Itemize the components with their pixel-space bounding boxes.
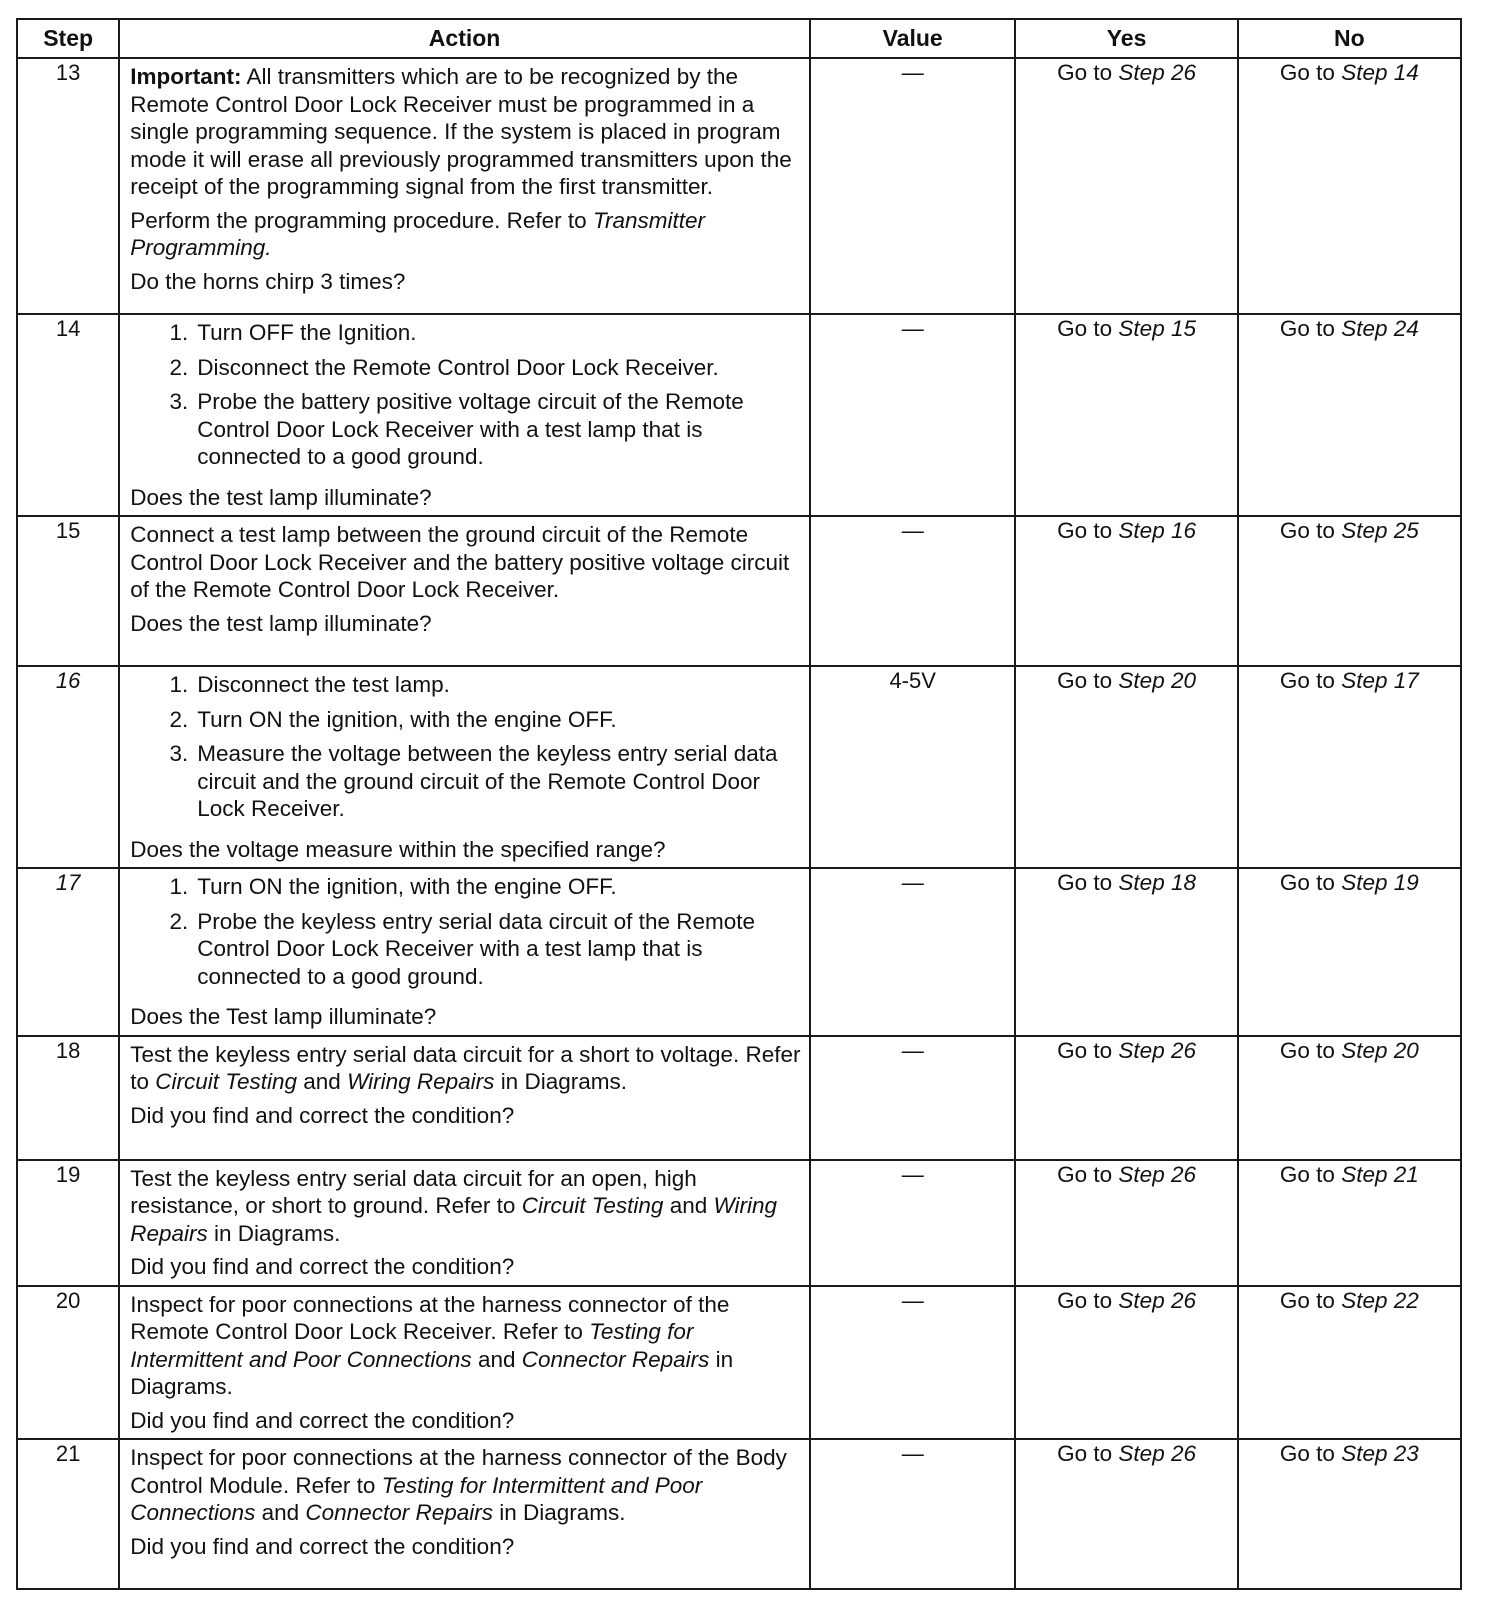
step-number: 14 <box>17 314 119 516</box>
question: Does the test lamp illuminate? <box>130 610 432 636</box>
list-text: Probe the battery positive voltage circuit of the Remote Control Door Lock Receiver with a test lamp that is connected to a good ground. <box>197 389 744 469</box>
header-value: Value <box>810 19 1016 58</box>
no-step-link[interactable]: Step 21 <box>1341 1161 1419 1187</box>
question: Did you find and correct the condition? <box>130 1407 515 1433</box>
list-number: 3. <box>169 741 189 766</box>
list-text: Turn ON the ignition, with the engine OFF. <box>197 706 617 732</box>
diagnostic-page <box>16 18 1462 1590</box>
action-cell <box>119 1036 810 1160</box>
yes-step-link[interactable]: Step 26 <box>1118 1441 1196 1466</box>
important-note <box>130 63 801 201</box>
procedure-text <box>130 1165 801 1248</box>
question: Did you find and correct the condition? <box>130 1102 515 1128</box>
no-cell <box>1238 516 1461 666</box>
go-to-label: Go to <box>1057 316 1113 341</box>
no-cell <box>1238 1160 1461 1286</box>
action-cell <box>119 1286 810 1440</box>
go-to-label: Go to <box>1279 870 1335 895</box>
yes-cell <box>1015 1439 1237 1589</box>
list-item <box>130 706 801 734</box>
list-text: Turn ON the ignition, with the engine OFF. <box>197 874 617 899</box>
list-item <box>130 354 801 382</box>
yes-cell <box>1015 516 1237 666</box>
yes-cell <box>1015 314 1237 516</box>
action-cell <box>119 314 810 516</box>
value-cell: — <box>810 58 1016 314</box>
action-cell <box>119 666 810 868</box>
step-number: 15 <box>17 516 119 666</box>
procedure-text-part: Test the keyless entry serial data circuit for a short to voltage. Refer to <box>130 1041 801 1094</box>
list-number: 1. <box>169 874 189 899</box>
step-number: 18 <box>17 1036 119 1160</box>
header-no: No <box>1238 19 1461 58</box>
procedure-text-part: Inspect for poor connections at the harness connector of the Remote Control Door Lock Receiver. Refer to <box>130 1291 730 1344</box>
step-number: 20 <box>17 1286 119 1440</box>
procedure-list <box>130 671 801 830</box>
step-number: 13 <box>17 58 119 314</box>
table-row <box>17 1160 1461 1286</box>
table-row <box>17 1036 1461 1160</box>
question: Do the horns chirp 3 times? <box>130 268 406 294</box>
go-to-label: Go to <box>1279 60 1335 85</box>
value-cell: — <box>810 1286 1016 1440</box>
no-step-link[interactable]: Step 17 <box>1341 668 1419 693</box>
yes-cell <box>1015 1160 1237 1286</box>
list-number: 3. <box>169 389 189 414</box>
procedure-text-part: Test the keyless entry serial data circuit for an open, high resistance, or short to ground. Refer to <box>130 1165 697 1218</box>
no-cell <box>1238 1286 1461 1440</box>
question: Did you find and correct the condition? <box>130 1533 515 1559</box>
go-to-label: Go to <box>1279 668 1335 693</box>
go-to-label: Go to <box>1057 518 1113 543</box>
no-cell <box>1238 314 1461 516</box>
table-row <box>17 314 1461 516</box>
no-step-link[interactable]: Step 24 <box>1341 316 1419 341</box>
table-row <box>17 1439 1461 1589</box>
important-text: All transmitters which are to be recognized by the Remote Control Door Lock Receiver must be programmed in a single programming sequence. If the system is placed in program mode it will erase all previously programmed transmitters upon the receipt of the programming signal from the first transmitter. <box>130 64 792 199</box>
question: Does the test lamp illuminate? <box>130 484 432 510</box>
go-to-label: Go to <box>1279 1287 1335 1313</box>
go-to-label: Go to <box>1057 870 1113 895</box>
list-number: 1. <box>169 672 189 697</box>
no-cell <box>1238 58 1461 314</box>
yes-step-link[interactable]: Step 26 <box>1118 60 1196 85</box>
yes-step-link[interactable]: Step 20 <box>1118 668 1196 693</box>
action-cell <box>119 868 810 1036</box>
yes-cell <box>1015 868 1237 1036</box>
procedure-text <box>130 1291 801 1401</box>
header-step: Step <box>17 19 119 58</box>
reference-link[interactable]: Testing for Intermittent and Poor Connections <box>130 1472 703 1525</box>
important-label: Important: <box>130 64 242 89</box>
list-item <box>130 388 801 471</box>
value-cell: — <box>810 1439 1016 1589</box>
go-to-label: Go to <box>1279 1037 1335 1063</box>
go-to-label: Go to <box>1057 1037 1113 1063</box>
reference-link[interactable]: Circuit Testing <box>155 1069 297 1094</box>
reference-link[interactable]: Wiring Repairs <box>347 1069 495 1094</box>
yes-cell <box>1015 58 1237 314</box>
action-cell <box>119 516 810 666</box>
conjunction: and <box>477 1346 516 1372</box>
go-to-label: Go to <box>1057 1161 1113 1187</box>
step-number: 16 <box>17 666 119 868</box>
procedure-text: Connect a test lamp between the ground circuit of the Remote Control Door Lock Receiver and the battery positive voltage circuit of the Remote Control Door Lock Receiver. <box>130 522 790 602</box>
table-row <box>17 868 1461 1036</box>
procedure-text <box>130 1041 801 1096</box>
procedure-text-part: in Diagrams. <box>214 1220 341 1246</box>
yes-step-link[interactable]: Step 26 <box>1118 1161 1196 1187</box>
value-cell: — <box>810 314 1016 516</box>
action-cell <box>119 58 810 314</box>
go-to-label: Go to <box>1057 1441 1113 1466</box>
no-step-link[interactable]: Step 22 <box>1341 1287 1419 1313</box>
perform-text: Perform the programming procedure. Refer to <box>130 207 587 233</box>
question: Does the Test lamp illuminate? <box>130 1004 437 1029</box>
procedure-text-part: in Diagrams. <box>499 1500 626 1525</box>
no-cell <box>1238 666 1461 868</box>
value-cell: — <box>810 868 1016 1036</box>
value-cell: 4-5V <box>810 666 1016 868</box>
yes-cell <box>1015 1036 1237 1160</box>
go-to-label: Go to <box>1057 60 1113 85</box>
list-number: 2. <box>169 354 189 380</box>
no-step-link[interactable]: Step 25 <box>1341 518 1419 543</box>
reference-link[interactable]: Wiring Repairs <box>130 1193 778 1246</box>
no-step-link[interactable]: Step 23 <box>1341 1441 1419 1466</box>
value-cell: — <box>810 1036 1016 1160</box>
value-cell: — <box>810 516 1016 666</box>
go-to-label: Go to <box>1057 1287 1113 1313</box>
action-cell <box>119 1160 810 1286</box>
no-step-link[interactable]: Step 20 <box>1341 1037 1419 1063</box>
no-step-link[interactable]: Step 19 <box>1341 870 1419 895</box>
yes-cell <box>1015 666 1237 868</box>
conjunction: and <box>261 1500 300 1525</box>
yes-step-link[interactable]: Step 26 <box>1118 1037 1196 1063</box>
yes-step-link[interactable]: Step 16 <box>1118 518 1196 543</box>
list-text: Probe the keyless entry serial data circuit of the Remote Control Door Lock Receiver with a test lamp that is connected to a good ground. <box>197 908 755 989</box>
step-number: 17 <box>17 868 119 1036</box>
table-row <box>17 58 1461 314</box>
reference-link[interactable]: Transmitter Programming. <box>130 207 706 260</box>
procedure-text <box>130 207 801 262</box>
procedure-list <box>130 319 801 478</box>
reference-link[interactable]: Connector Repairs <box>305 1500 493 1525</box>
list-number: 2. <box>169 706 189 732</box>
list-item <box>130 740 801 823</box>
step-number: 19 <box>17 1160 119 1286</box>
procedure-text-part: Inspect for poor connections at the harness connector of the Body Control Module. Refer to <box>130 1445 787 1498</box>
value-cell: — <box>810 1160 1016 1286</box>
no-cell <box>1238 1036 1461 1160</box>
no-step-link[interactable]: Step 14 <box>1341 60 1419 85</box>
header-yes: Yes <box>1015 19 1237 58</box>
procedure-list <box>130 873 801 997</box>
procedure-text-part: in Diagrams. <box>500 1069 627 1094</box>
question: Did you find and correct the condition? <box>130 1254 515 1279</box>
table-row <box>17 1286 1461 1440</box>
header-action: Action <box>119 19 810 58</box>
no-cell <box>1238 1439 1461 1589</box>
list-number: 2. <box>169 908 189 934</box>
yes-step-link[interactable]: Step 15 <box>1118 316 1196 341</box>
action-cell <box>119 1439 810 1589</box>
procedure-text <box>130 1444 801 1527</box>
go-to-label: Go to <box>1279 316 1335 341</box>
step-number: 21 <box>17 1439 119 1589</box>
reference-link[interactable]: Connector Repairs <box>521 1346 710 1372</box>
list-text: Disconnect the test lamp. <box>197 672 450 697</box>
list-item <box>130 908 801 991</box>
reference-link[interactable]: Circuit Testing <box>521 1193 664 1218</box>
go-to-label: Go to <box>1279 1161 1335 1187</box>
list-text: Measure the voltage between the keyless entry serial data circuit and the ground circuit of the Remote Control Door Lock Receiver. <box>197 741 778 821</box>
procedure-text-part: in Diagrams. <box>130 1346 734 1399</box>
question: Does the voltage measure within the specified range? <box>130 836 666 862</box>
header-row <box>17 19 1461 58</box>
list-item <box>130 873 801 901</box>
yes-step-link[interactable]: Step 18 <box>1118 870 1196 895</box>
no-cell <box>1238 868 1461 1036</box>
yes-step-link[interactable]: Step 26 <box>1118 1287 1196 1313</box>
list-number: 1. <box>169 320 189 345</box>
list-item <box>130 671 801 699</box>
go-to-label: Go to <box>1279 1441 1335 1466</box>
go-to-label: Go to <box>1279 518 1335 543</box>
diagnostic-table <box>16 18 1462 1590</box>
table-row <box>17 516 1461 666</box>
list-text: Turn OFF the Ignition. <box>197 320 417 345</box>
yes-cell <box>1015 1286 1237 1440</box>
list-item <box>130 319 801 347</box>
conjunction: and <box>303 1069 341 1094</box>
reference-link[interactable]: Testing for Intermittent and Poor Connections <box>130 1319 694 1372</box>
go-to-label: Go to <box>1057 668 1113 693</box>
conjunction: and <box>669 1193 708 1218</box>
table-row <box>17 666 1461 868</box>
list-text: Disconnect the Remote Control Door Lock Receiver. <box>197 354 719 380</box>
